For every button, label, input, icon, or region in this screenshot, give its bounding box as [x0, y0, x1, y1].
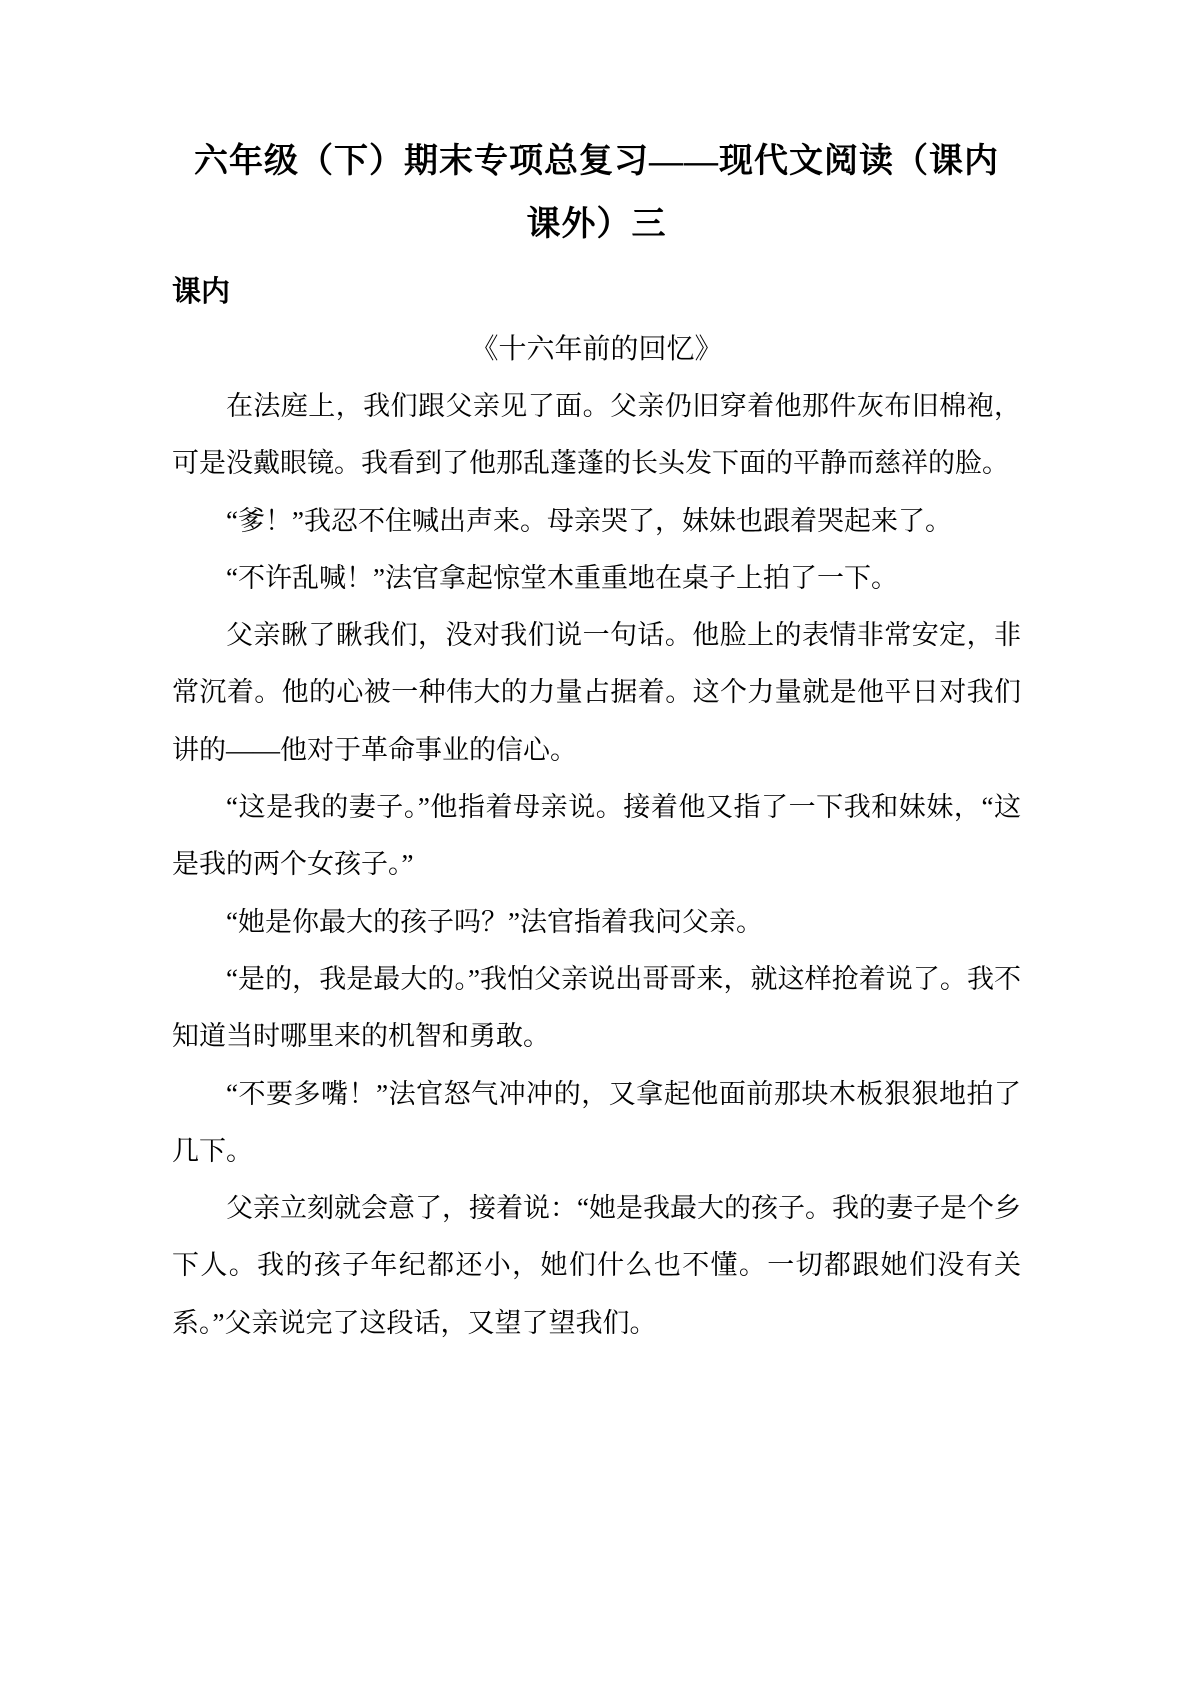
paragraph: “不要多嘴！”法官怒气冲冲的，又拿起他面前那块木板狠狠地拍了几下。: [172, 1078, 1021, 1166]
paragraph: “是的，我是最大的。”我怕父亲说出哥哥来，就这样抢着说了。我不知道当时哪里来的机智和勇敢。: [172, 963, 1021, 1052]
passage-title: 《十六年前的回忆》: [470, 334, 723, 365]
document-title: 六年级（下）期末专项总复习——现代文阅读（课内课外）三: [194, 143, 999, 243]
paragraph: “爹！”我忍不住喊出声来。母亲哭了，妹妹也跟着哭起来了。: [226, 505, 952, 536]
paragraph: “她是你最大的孩子吗？”法官指着我问父亲。: [226, 906, 763, 937]
section-heading-kenei: 课内: [172, 276, 231, 308]
paragraph: 父亲瞅了瞅我们，没对我们说一句话。他脸上的表情非常安定，非常沉着。他的心被一种伟大的力量占据着。这个力量就是他平日对我们讲的——他对于革命事业的信心。: [172, 620, 1021, 765]
paragraph: “这是我的妻子。”他指着母亲说。接着他又指了一下我和妹妹，“这是我的两个女孩子。”: [172, 792, 1021, 880]
paragraph: 在法庭上，我们跟父亲见了面。父亲仍旧穿着他那件灰布旧棉袍，可是没戴眼镜。我看到了他那乱蓬蓬的长头发下面的平静而慈祥的脸。: [172, 391, 1021, 479]
passage-body: [172, 378, 1021, 1352]
paragraph: “不许乱喊！”法官拿起惊堂木重重地在桌子上拍了一下。: [226, 562, 898, 593]
paragraph: 父亲立刻就会意了，接着说：“她是我最大的孩子。我的妻子是个乡下人。我的孩子年纪都还小，她们什么也不懂。一切都跟她们没有关系。”父亲说完了这段话，又望了望我们。: [172, 1193, 1021, 1338]
